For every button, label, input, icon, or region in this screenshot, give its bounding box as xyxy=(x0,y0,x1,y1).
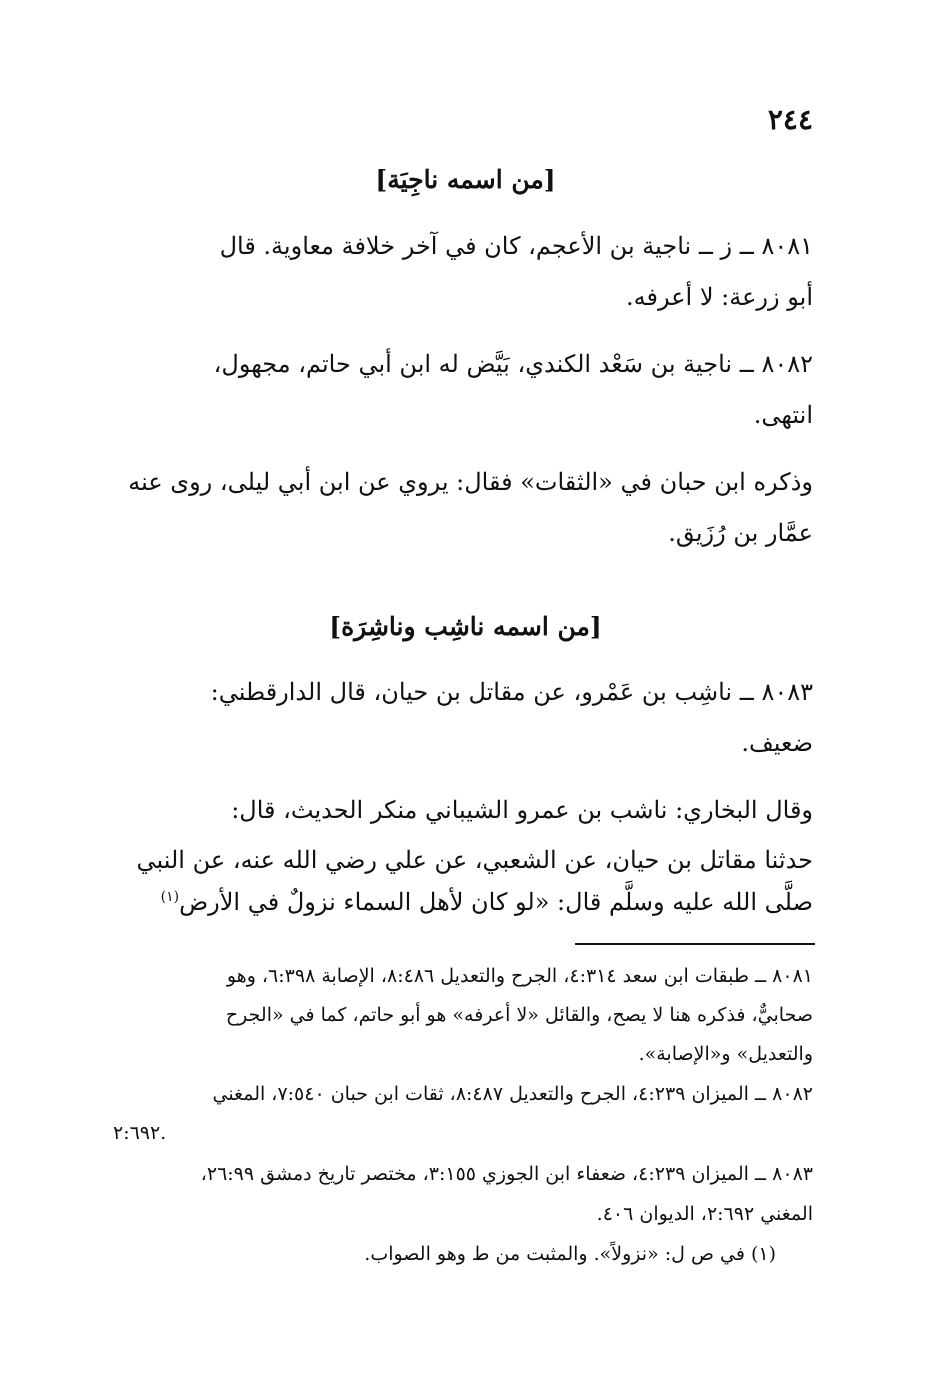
footnote-8082-line-1: ٨٠٨٢ ــ الميزان ٤:٢٣٩، الجرح والتعديل ٨:٤٨٧، ثقات ابن حبان ٧:٥٤٠، المغني xyxy=(212,1083,813,1105)
entry-8083-line-2: ضعيف. xyxy=(741,729,813,757)
footnote-8081-line-1: ٨٠٨١ ــ طبقات ابن سعد ٤:٣١٤، الجرح والتعديل ٨:٤٨٦، الإصابة ٦:٣٩٨، وهو xyxy=(226,965,813,987)
entry-8083-bukhari-line-3 xyxy=(118,888,813,916)
footnote-8083-line-1: ٨٠٨٣ ــ الميزان ٤:٢٣٩، ضعفاء ابن الجوزي ٣:١٥٥، مختصر تاريخ دمشق ٢٦:٩٩، xyxy=(200,1163,813,1185)
footnote-divider xyxy=(575,943,815,945)
entry-8082-line-2: انتهى. xyxy=(753,401,813,429)
section-heading-nashib: [من اسمه ناشِب وناشِرَة] xyxy=(329,612,602,641)
entry-8081-line-1: ٨٠٨١ ــ ز ــ ناجية بن الأعجم، كان في آخر خلافة معاوية. قال xyxy=(219,232,813,260)
entry-8082-note-line-1: وذكره ابن حبان في «الثقات» فقال: يروي عن ابن أبي ليلى، روى عنه xyxy=(128,468,813,496)
footnote-1: (١) في ص ل: «نزولاً». والمثبت من ط وهو الصواب. xyxy=(364,1243,776,1265)
entry-8082-note-line-2: عمَّار بن رُزَيق. xyxy=(668,519,813,547)
section-heading-najiya: [من اسمه ناجِيَة] xyxy=(375,165,556,194)
footnote-8082-line-2: ٢:٦٩٢. xyxy=(113,1122,167,1144)
hadith-text: صلَّى الله عليه وسلَّم قال: «لو كان لأهل السماء نزولٌ في الأرض xyxy=(179,888,813,916)
footnote-8081-line-3: والتعديل» و«الإصابة». xyxy=(638,1043,813,1065)
entry-8082-line-1: ٨٠٨٢ ــ ناجية بن سَعْد الكندي، بَيَّض له ابن أبي حاتم، مجهول، xyxy=(213,350,813,378)
footnote-marker: (١) xyxy=(160,889,180,905)
footnote-8081-line-2: صحابيٌّ، فذكره هنا لا يصح، والقائل «لا أعرفه» هو أبو حاتم، كما في «الجرح xyxy=(225,1004,813,1026)
entry-8083-bukhari-line-2: حدثنا مقاتل بن حيان، عن الشعبي، عن علي رضي الله عنه، عن النبي xyxy=(136,846,813,874)
entry-8083-line-1: ٨٠٨٣ ــ ناشِب بن عَمْرو، عن مقاتل بن حيان، قال الدارقطني: xyxy=(210,678,813,706)
entry-8081-line-2: أبو زرعة: لا أعرفه. xyxy=(626,283,813,311)
page-number: ٢٤٤ xyxy=(767,103,813,136)
footnote-8083-line-2: المغني ٢:٦٩٢، الديوان ٤٠٦. xyxy=(596,1203,813,1225)
entry-8083-bukhari-line-1: وقال البخاري: ناشب بن عمرو الشيباني منكر الحديث، قال: xyxy=(231,796,813,824)
